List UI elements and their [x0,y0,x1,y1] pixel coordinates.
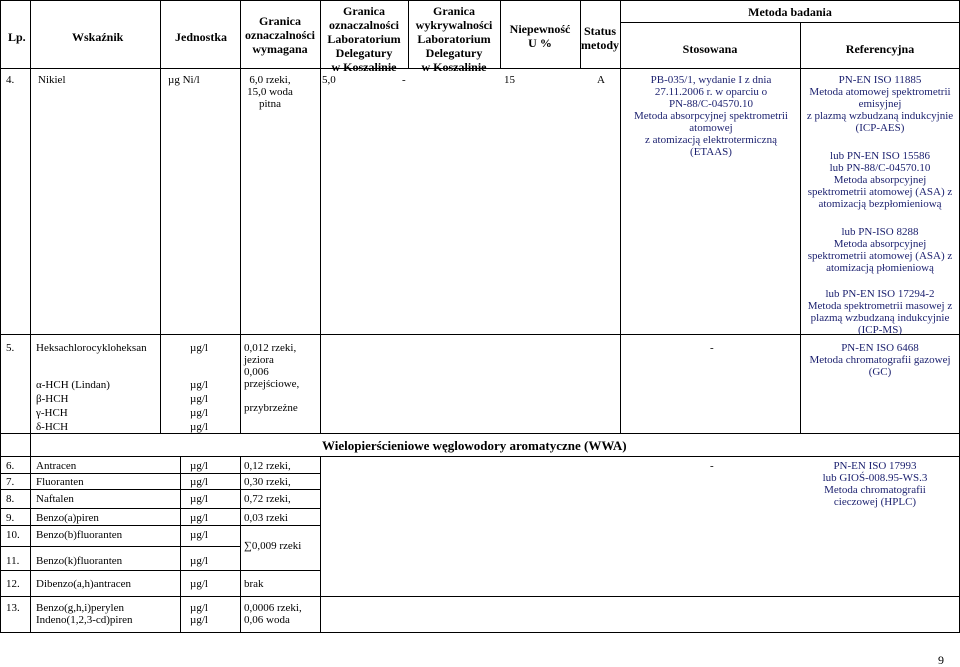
row6-name: Antracen [36,460,77,472]
vline-wwa-val [320,457,321,633]
row4-referencyjna-1: PN-EN ISO 11885 Metoda atomowej spektrometrii emisyjnej z plazmą wzbudzaną indukcyjnie (ICP-AES) [806,74,954,134]
row13-units: µg/l µg/l [190,602,208,626]
row8-unit: µg/l [190,493,208,505]
row6-lp: 6. [6,460,15,472]
wwa-stosowana: - [710,460,714,472]
rule-r8 [0,508,320,509]
vline-wwa-unit [240,457,241,633]
row5-granica-wymagana: 0,012 rzeki, jeziora 0,006 przejściowe, przybrzeżne [244,342,300,414]
row5-lp: 5. [6,342,15,354]
header-status: Status metody [581,24,619,52]
row11-name: Benzo(k)fluoranten [36,555,123,567]
row12-unit: µg/l [190,578,208,590]
row5-referencyjna: PN-EN ISO 6468 Metoda chromatografii gazowej (GC) [809,342,951,378]
row12-value: brak [244,578,264,590]
header-niepewnosc: Niepewność U % [509,22,571,50]
rule-r12 [0,596,960,597]
row11-lp: 11. [6,555,20,567]
row13-lp: 13. [6,602,20,614]
row5-stosowana: - [710,342,714,354]
wwa-sum: ∑0,009 rzeki [244,540,302,552]
row11-unit: µg/l [190,555,208,567]
row7-value: 0,30 rzeki, [244,476,291,488]
row4-lp: 4. [6,74,15,86]
wwa-title: Wielopierścieniowe węglowodory aromatyczne (WWA) [322,438,627,453]
header-lp: Lp. [8,30,26,44]
row12-lp: 12. [6,578,20,590]
row4-granica-wykr: - [402,74,406,86]
row4-referencyjna-2: lub PN-EN ISO 15586 lub PN-88/C-04570.10 Metoda absorpcyjnej spektrometrii atomowej (ASA) z atomizacją bezpłomieniową [807,150,953,210]
vline-left [0,0,1,633]
header-stosowana: Stosowana [682,42,738,56]
header-wskaznik: Wskaźnik [72,30,124,44]
row10-lp: 10. [6,529,20,541]
header-jednostka: Jednostka [175,30,228,44]
row13-values: 0,0006 rzeki, 0,06 woda [244,602,302,626]
header-granica-wykrywalnosci: Granica wykrywalności Laboratorium Delegatury w Koszalinie [415,4,493,74]
row4-niepewnosc: 15 [504,74,515,86]
vline-lp [30,0,31,633]
rule-bottom [0,632,960,633]
vline-wwa-name [180,457,181,633]
row9-lp: 9. [6,512,15,524]
header-referencyjna: Referencyjna [845,42,915,56]
row5-wskaznik: Heksachlorocykloheksan [36,342,147,354]
row8-value: 0,72 rzeki, [244,493,291,505]
header-granica-oznaczalnosci: Granica oznaczalności Laboratorium Delegatury w Koszalinie [327,4,401,74]
vline-jedn [240,0,241,434]
row7-name: Fluoranten [36,476,84,488]
row4-referencyjna-3: lub PN-ISO 8288 Metoda absorpcyjnej spektrometrii atomowej (ASA) z atomizacją płomieniową [807,226,953,274]
rule-metoda [620,22,960,23]
page-number: 9 [938,653,944,667]
row4-granica-wymagana: 6,0 rzeki, 15,0 woda pitna [247,74,293,110]
row4-jednostka: µg Ni/l [168,74,200,86]
row4-granica-ozn: 5,0 [322,74,336,86]
rule-wwa-title [0,456,960,457]
row4-stosowana: PB-035/1, wydanie I z dnia 27.11.2006 r. w oparciu o PN-88/C-04570.10 Metoda absorpcyjnej spektrometrii atomowej z atomizacją elektrotermiczną (ETAAS) [634,74,788,158]
row12-name: Dibenzo(a,h)antracen [36,578,131,590]
row13-names: Benzo(g,h,i)perylen Indeno(1,2,3-cd)piren [36,602,133,626]
row9-name: Benzo(a)piren [36,512,99,524]
rule-r10 [0,546,240,547]
row9-value: 0,03 rzeki [244,512,288,524]
row10-unit: µg/l [190,529,208,541]
header-granica-wymagana: Granica oznaczalności wymagana [245,14,315,56]
wwa-referencyjna: PN-EN ISO 17993 lub GIOŚ-008.95-WS.3 Metoda chromatografii cieczowej (HPLC) [822,460,928,508]
row7-unit: µg/l [190,476,208,488]
row8-lp: 8. [6,493,15,505]
rule-wwa-top [0,433,960,434]
rule-top [0,0,960,1]
rule-r9 [0,525,320,526]
row4-wskaznik: Nikiel [38,74,66,86]
rule-r7 [0,489,320,490]
row9-unit: µg/l [190,512,208,524]
row6-unit: µg/l [190,460,208,472]
rule-r11 [0,570,320,571]
vline-wsk [160,0,161,434]
row5-jednostka: µg/l [190,342,208,354]
row4-referencyjna-4: lub PN-EN ISO 17294-2 Metoda spektrometrii masowej z plazmą wzbudzaną indukcyjnie (ICP-MS) [807,288,953,336]
row8-name: Naftalen [36,493,74,505]
row4-status: A [597,74,605,86]
row6-value: 0,12 rzeki, [244,460,291,472]
row10-name: Benzo(b)fluoranten [36,529,123,541]
vline-status [620,0,621,434]
row7-lp: 7. [6,476,15,488]
row5-isomers: α-HCH (Lindan) β-HCH γ-HCH δ-HCH [36,379,110,433]
rule-r6 [0,473,320,474]
header-metoda-badania: Metoda badania [748,5,832,19]
row5-sub-units: µg/l µg/l µg/l µg/l [190,379,208,433]
